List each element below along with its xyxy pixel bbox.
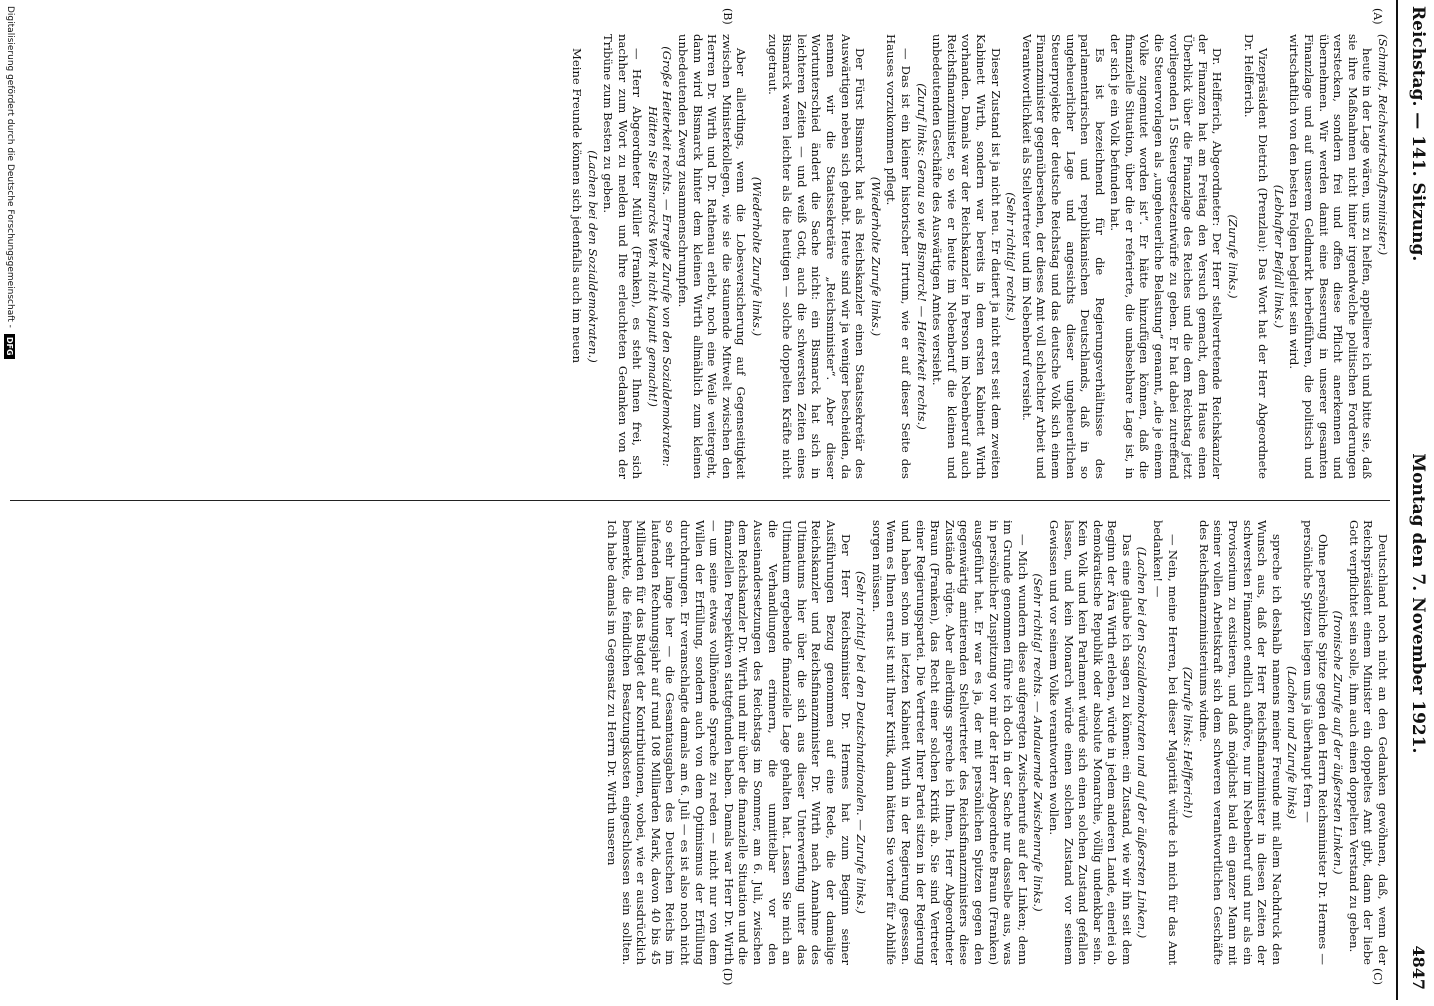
paragraph: Dr. Helfferich, Abgeordneter: Der Herr stellvertretende Reichskanzler der Finanzen hat am Freitag den Versuch gemacht, dem Hause einen Überblick über die Finanzlage des Reiches und die dem Reichstag jetzt vorliegenden 15 Steuergesetzentwürfe zu geben. Er hat dabei zutreffend die Steuervorlagen als „ungeheuerliche Belastung“ genannt, „die je einem Volke zugemutet worden ist“. Er hätte hinzufügen können, daß die finanzielle Situation, über die er referierte, die unabsehbare Lage ist, in der sich je ein Volk befunden hat.: [1108, 34, 1225, 479]
paragraph: Das eine glaube ich sagen zu können: ein Zustand, wie wir ihn seit dem Beginn der Ära Wirth erleben, würde in jedem anderen Lande, einerlei ob demokratische Republik oder absolute Monarchie, völlig undenkbar sein. Kein Volk und kein Parlament würde sich einen solchen Zustand gefallen lassen, und kein Monarch würde einen solchen Zustand vor seinem Gewissen und vor seinem Volke verantworten wollen.: [1046, 520, 1134, 965]
right-column: [10, 520, 1390, 965]
column-divider: [10, 500, 1390, 501]
paragraph: Meine Freunde können sich jedenfalls auch im neuen: [569, 48, 584, 364]
header-rule: [1396, 0, 1398, 1000]
paragraph: — Herr Abgeordneter Müller (Franken), es steht Ihnen frei, sich nachher zum Wort zu melden und Ihre erleuchteten Gedanken von der Tribüne zum Besten zu geben.: [601, 34, 645, 479]
margin-mark-a: (A): [1371, 8, 1384, 25]
interjection: (Zuruf links: Genau so wie Bismarck! — Heiterkeit rechts.): [914, 83, 929, 430]
margin-mark-c: (C): [1371, 968, 1384, 985]
interjection: (Lachen und Zurufe links): [1285, 666, 1300, 819]
header-session: Reichstag. — 141. Sitzung.: [1408, 6, 1428, 262]
page-header: [1398, 0, 1428, 1000]
interjection: (Lachen bei den Sozialdemokraten und auf der äußersten Linken.): [1135, 546, 1150, 939]
interjection: (Große Heiterkeit rechts. — Erregte Zurufe von den Sozialdemokraten: Hätten Sie Bismarcks Werk nicht kaputt gemacht!): [645, 46, 675, 467]
interjection: (Lachen bei den Sozialdemokraten.): [585, 150, 600, 363]
page-number: 4847: [1409, 945, 1428, 990]
paragraph: Der Herr Reichsminister Dr. Hermes hat zum Beginn seiner Ausführungen Bezug genommen auf eine Rede, die der damalige Reichskanzler und Reichsfinanzminister Dr. Wirth nach Annahme des Ultimatums hier über die sich aus dieser Unterwerfung unter das Ultimatum ergebende finanzielle Lage gehalten hat. Lassen Sie mich an die Verhandlungen erinnern, die unmittelbar vor den Auseinandersetzungen des Reichstags im Sommer, am 6. Juli, zwischen dem Reichskanzler Dr. Wirth und mir über die finanzielle Situation und die finanziellen Perspektiven stattgefunden haben. Damals war Herr Dr. Wirth — um seine etwas vollhönende Sprache zu reden — nicht nur von dem Willen der Erfüllung, sondern auch von dem Optimismus der Erfüllung durchdrungen. Er veranschlagte damals am 6. Juli — es ist also noch nicht so sehr lange her — die Gesamtausgaben des Deutschen Reichs im laufenden Rechnungsjahr auf rund 108 Milliarden Mark, davon 40 bis 45 Milliarden für das Budget der Kontributionen, wobei, wie er ausdrücklich bemerkte, die feindlichen Besatzungskosten eingeschlossen sein sollten. Ich habe damals im Gegensatz zu Herrn Dr. Wirth unseren: [605, 520, 853, 965]
interjection: (Lebhafter Beifall links.): [1271, 184, 1286, 329]
margin-mark-d: (D): [721, 968, 734, 986]
paragraph: heute in der Lage wären, uns zu helfen, appelliere ich und bitte sie, daß sie ihre Maßnahmen nicht hinter irgendwelche politischen Forderungen verstecken, sondern frei und offen diese Pflicht anerkennen und übernehmen. Wir werden damit eine Besserung in unserer gesamten Finanzlage und auf unserem Geldmarkt herbeiführen, die politisch und wirtschaftlich von den besten Folgen begleitet sein wird.: [1287, 34, 1375, 479]
interjection: (Wiederholte Zurufe links.): [868, 176, 883, 337]
paragraph: — Nein, meine Herren, bei dieser Majorität würde ich mich für das Amt bedanken! —: [1151, 520, 1180, 965]
header-date: Montag den 7. November 1921.: [1408, 453, 1428, 754]
footer-credit: Digitalisierung gefördert durch die Deutsche Forschungsgemeinschaft -: [5, 6, 15, 328]
paragraph: Deutschland noch nicht an den Gedanken gewöhnen, daß, wenn der Reichspräsident einem Minister ein doppeltes Amt gibt, dann der liebe Gott verpflichtet sein solle, ihm auch einen doppelten Verstand zu geben.: [1346, 520, 1390, 965]
paragraph: — Mich wundern diese aufgeregten Zwischenrufe auf der Linken; denn im Grunde genommen führe ich doch in der Sache nur dasselbe aus, was in persönlicher Zuspitzung vor mir der Herr Abgeordnete Braun (Franken) ausgeführt hat. Er war es ja, der mit persönlichen Spitzen gegen den gegenwärtig amtierenden Stellvertreter des Reichsfinanzministers diese Zustände rügte. Aber allerdings spreche ich Ihnen, Herr Abgeordneter Braun (Franken), das Recht einer solchen Kritik ab. Sie sind Vertreter einer Regierungspartei. Die Vertreter Ihrer Partei sitzen in der Regierung und haben schon im letzten Kabinett Wirth in der Regierung gesessen. Wenn es Ihnen ernst ist mit Ihrer Kritik, dann hätten Sie vorher für Abhilfe sorgen müssen.: [869, 520, 1030, 965]
paragraph: spreche ich deshalb namens meiner Freunde mit allem Nachdruck den Wunsch aus, daß der Herr Reichsfinanzminister in diesen Zeiten der schwersten Finanznot endlich aufhöre, nur im Nebenberuf und nur als ein Provisorium zu existieren, und daß möglichst bald ein ganzer Mann mit seiner vollen Arbeitskraft sich dem schweren verantwortlichen Geschäfte des Reichsfinanzministeriums widme.: [1196, 520, 1284, 965]
interjection: (Sehr richtig! bei den Deutschnationalen. — Zurufe links.): [854, 571, 869, 914]
interjection: (Sehr richtig! rechts.): [1004, 192, 1019, 321]
interjection: (Wiederholte Zurufe links.): [750, 176, 765, 337]
dfg-logo: DFG: [5, 334, 16, 359]
speaker-line: (Schmidt, Reichswirtschaftsminister.): [1376, 34, 1390, 256]
paragraph: Der Fürst Bismarck hat als Reichskanzler einen Staatssekretär des Auswärtigen neben sich gehabt. Heute sind wir ja weniger bescheiden, da nennen wir die Staatssekretäre „Reichsminister“. Aber dieser Wortunterschied ändert die Sache nicht: ein Bismarck hat sich in leichteren Zeiten — und weiß Gott, auch die schwersten Zeiten eines Bismarck waren leichter als die heutigen — solche doppelten Kräfte nicht zugetraut.: [765, 34, 868, 479]
paragraph: Ohne persönliche Spitze gegen den Herrn Reichsminister Dr. Hermes — persönliche Spitzen liegen uns ja überhaupt fern —: [1301, 520, 1330, 965]
paragraph: Es ist bezeichnend für die Regierungsverhältnisse des parlamentarischen und republikanischen Deutschlands, daß in so ungeheuerlicher Lage und angesichts dieser ungeheuerlichen Steuerprojekte der deutsche Reichstag und das deutsche Volk sich einem Finanzminister gegenübersehen, der dieses Amt voll schlechter Arbeit und Verantwortlichkeit als Stellvertreter und im Nebenberuf versieht.: [1019, 34, 1107, 479]
page-footer: [2, 0, 18, 1006]
interjection: (Zurufe links: Helfferich!): [1181, 666, 1196, 819]
margin-mark-b: (B): [721, 8, 734, 25]
paragraph: Aber allerdings, wenn die Lobesversicherung auf Gegenseitigkeit zwischen Ministerkollegen, wie sie die staunende Mitwelt zwischen den Herren Dr. Wirth und Dr. Rathenau erlebt, noch eine Weile weitergeht, dann wird Bismarck hinter dem kleinen Wirth allmählich zum kleinen unbedeutenden Zwerg zusammenschrumpfen.: [676, 34, 749, 479]
interjection: (Zurufe links.): [1226, 214, 1241, 299]
paragraph: — Das ist ein kleiner historischer Irrtum, wie er auf dieser Seite des Hauses vorzukommen pflegt.: [884, 34, 913, 479]
left-column: [10, 34, 1390, 479]
interjection: (Sehr richtig! rechts. — Andauernde Zwischenrufe links.): [1031, 573, 1046, 912]
paragraph: Dieser Zustand ist ja nicht neu. Er datiert ja nicht erst seit dem zweiten Kabinett Wirth, sondern war bereits in dem ersten Kabinett Wirth vorhanden. Damals war der Reichskanzler in Person im Nebenberuf auch Reichsfinanzminister, so wie er heute im Nebenberuf die kleinen und unbedeutenden Geschäfte des Auswärtigen Amtes versieht.: [930, 34, 1003, 479]
interjection: (Ironische Zurufe auf der äußersten Linken.): [1331, 610, 1346, 875]
paragraph: Vizepräsident Dietrich (Prenzlau): Das Wort hat der Herr Abgeordnete Dr. Helfferich.: [1241, 34, 1271, 479]
